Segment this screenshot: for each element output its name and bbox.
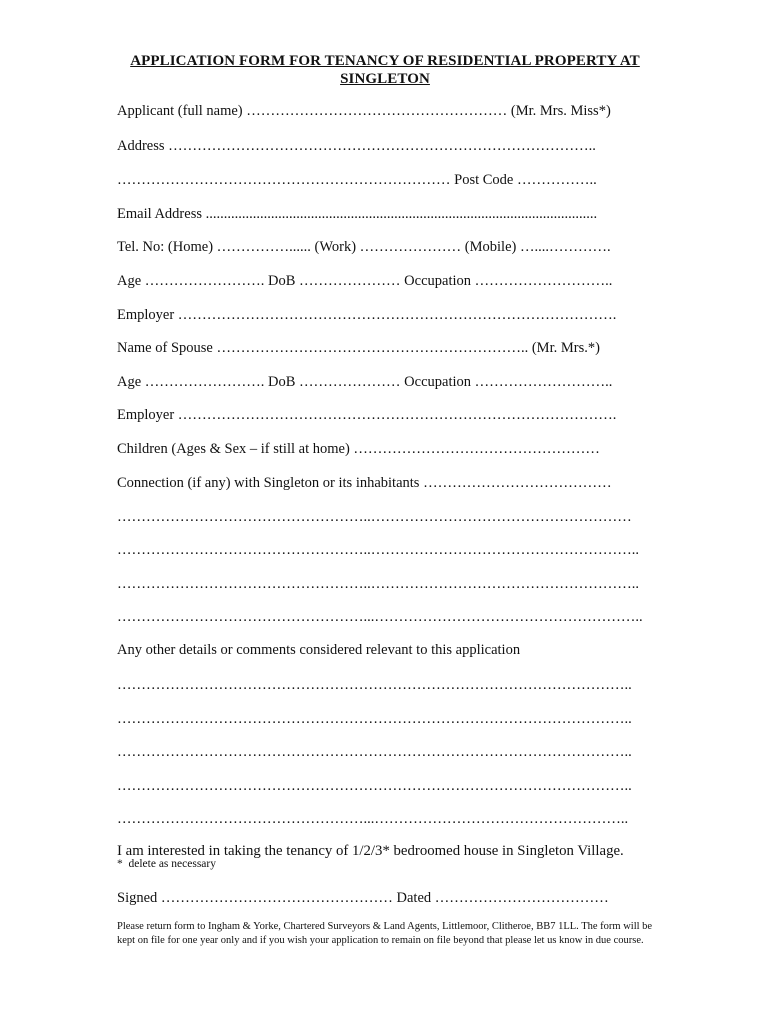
spouse-name-field[interactable]: Name of Spouse ……………………………………………………….. (Mr. Mrs.*) xyxy=(117,340,600,356)
spouse-age-dob-occupation-field[interactable]: Age ……………………. DoB ………………… Occupation ……………………….. xyxy=(117,374,613,390)
tenancy-interest-statement: I am interested in taking the tenancy of 1/2/3* bedroomed house in Singleton Village. xyxy=(117,843,624,859)
comments-line[interactable]: …………………………………………………………………………………………….. xyxy=(117,744,632,760)
applicant-age-dob-occupation-field[interactable]: Age ……………………. DoB ………………… Occupation ……………………….. xyxy=(117,273,613,289)
comments-label: Any other details or comments considered relevant to this application xyxy=(117,642,521,658)
applicant-employer-field[interactable]: Employer ………………………………………………………………………………. xyxy=(117,307,617,323)
connection-continuation-line[interactable]: ……………………………………………...……………………………………………….. xyxy=(117,609,643,625)
delete-note: * delete as necessary xyxy=(117,858,216,870)
address-field[interactable]: Address …………………………………………………………………………….. xyxy=(117,138,596,154)
signed-dated-field[interactable]: Signed ………………………………………… Dated ……………………………… xyxy=(117,890,609,906)
form-title-line-1: APPLICATION FORM FOR TENANCY OF RESIDENTIAL PROPERTY AT xyxy=(130,53,640,69)
form-title-line-2: SINGLETON xyxy=(340,71,430,87)
connection-continuation-line[interactable]: ……………………………………………..……………………………………………… xyxy=(117,509,632,525)
connection-field[interactable]: Connection (if any) with Singleton or its inhabitants ………………………………… xyxy=(117,475,612,491)
connection-continuation-line[interactable]: ……………………………………………..……………………………………………….. xyxy=(117,542,639,558)
applicant-name-field[interactable]: Applicant (full name) ……………………………………………… (Mr. Mrs. Miss*) xyxy=(117,103,611,119)
address-postcode-field[interactable]: …………………………………………………………… Post Code …………….. xyxy=(117,172,597,188)
spouse-employer-field[interactable]: Employer ………………………………………………………………………………. xyxy=(117,407,617,423)
comments-line[interactable]: …………………………………………………………………………………………….. xyxy=(117,778,632,794)
comments-line[interactable]: …………………………………………………………………………………………….. xyxy=(117,677,632,693)
connection-continuation-line[interactable]: ……………………………………………..……………………………………………….. xyxy=(117,576,639,592)
comments-line[interactable]: ……………………………………………...…………………………………………….. xyxy=(117,811,629,827)
return-instructions: Please return form to Ingham & Yorke, Chartered Surveyors & Land Agents, Littlemoor, Clitheroe, BB7 1LL. The form will be kept on file for one year only and if you wish your application to remain on file beyond that please let us know in due course. xyxy=(117,921,653,946)
telephone-field[interactable]: Tel. No: (Home) ……………...... (Work) ………………… (Mobile) …....…………. xyxy=(117,239,611,255)
form-title xyxy=(100,52,670,88)
comments-line[interactable]: …………………………………………………………………………………………….. xyxy=(117,711,632,727)
email-address-field[interactable]: Email Address ............................................................................................................ xyxy=(117,206,598,222)
children-field[interactable]: Children (Ages & Sex – if still at home) …………………………………………… xyxy=(117,441,600,457)
